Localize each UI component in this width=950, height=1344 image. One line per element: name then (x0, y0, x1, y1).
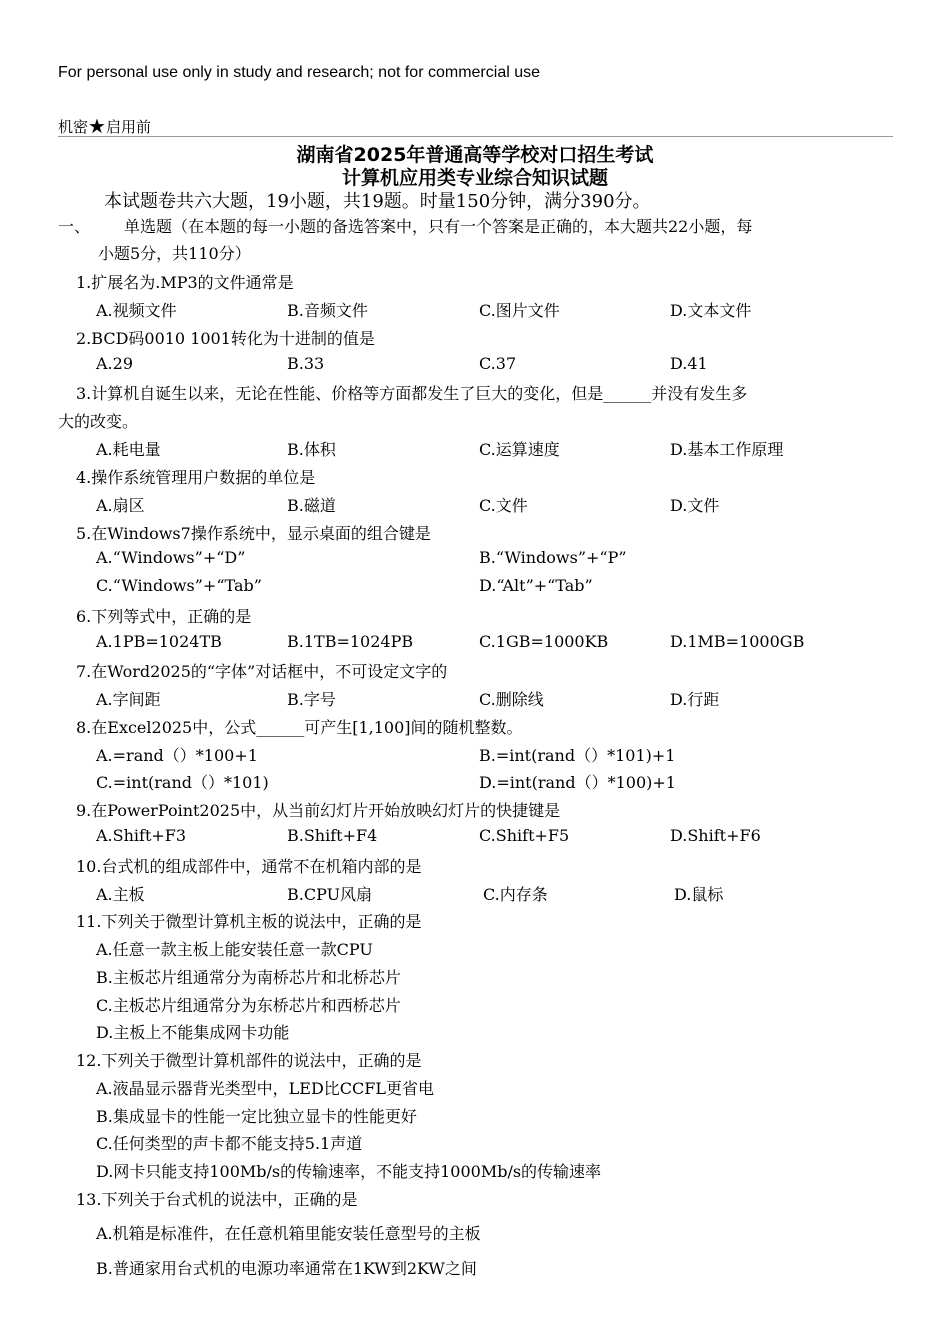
option-c: C.Shift+F5 (479, 826, 570, 845)
option-a: A.液晶显示器背光类型中，LED比CCFL更省电 (96, 1079, 434, 1098)
exam-intro: 本试题卷共六大题，19小题，共19题。时量150分钟，满分390分。 (104, 191, 651, 212)
section-heading-line1: 单选题（在本题的每一小题的备选答案中，只有一个答案是正确的，本大题共22小题，每 (124, 217, 753, 236)
option-b: B.“Windows”+“P” (479, 548, 627, 567)
option-b: B.CPU风扇 (287, 885, 373, 904)
question-stem: 11.下列关于微型计算机主板的说法中，正确的是 (76, 912, 422, 931)
question-stem: 1.扩展名为.MP3的文件通常是 (76, 273, 294, 292)
question-stem: 6.下列等式中，正确的是 (76, 607, 252, 626)
option-a: A.1PB=1024TB (96, 632, 222, 651)
option-b: B.主板芯片组通常分为南桥芯片和北桥芯片 (96, 968, 401, 987)
question-stem: 8.在Excel2025中，公式______可产生[1,100]间的随机整数。 (76, 718, 523, 737)
option-d: D.41 (670, 354, 708, 373)
question-stem: 4.操作系统管理用户数据的单位是 (76, 468, 316, 487)
option-b: B.字号 (287, 690, 336, 709)
question-stem-continued: 大的改变。 (58, 412, 139, 431)
usage-notice: For personal use only in study and research; not for commercial use (58, 64, 541, 81)
option-b: B.集成显卡的性能一定比独立显卡的性能更好 (96, 1107, 417, 1126)
option-c: C.主板芯片组通常分为东桥芯片和西桥芯片 (96, 996, 401, 1015)
option-d: D.网卡只能支持100Mb/s的传输速率，不能支持1000Mb/s的传输速率 (96, 1162, 602, 1181)
option-d: D.文本文件 (670, 301, 752, 320)
question-stem: 5.在Windows7操作系统中，显示桌面的组合键是 (76, 524, 431, 543)
option-d: D.行距 (670, 690, 720, 709)
option-d: D.=int(rand（）*100)+1 (479, 773, 676, 792)
option-a: A.机箱是标准件，在任意机箱里能安装任意型号的主板 (96, 1224, 481, 1243)
question-stem: 2.BCD码0010 1001转化为十进制的值是 (76, 329, 375, 348)
star-icon: ★ (88, 115, 106, 138)
option-d: D.鼠标 (674, 885, 724, 904)
option-b: B.体积 (287, 440, 336, 459)
option-b: B.=int(rand（）*101)+1 (479, 746, 676, 765)
option-b: B.音频文件 (287, 301, 368, 320)
option-a: A.扇区 (96, 496, 145, 515)
option-b: B.Shift+F4 (287, 826, 378, 845)
option-c: C.图片文件 (479, 301, 560, 320)
option-a: A.29 (96, 354, 133, 373)
option-c: C.=int(rand（）*101) (96, 773, 269, 792)
option-c: C.37 (479, 354, 517, 373)
question-stem: 3.计算机自诞生以来，无论在性能、价格等方面都发生了巨大的变化，但是______并没有发生多 (76, 384, 748, 403)
option-b: B.1TB=1024PB (287, 632, 414, 651)
section-heading (58, 213, 888, 267)
option-b: B.33 (287, 354, 325, 373)
header-divider (58, 136, 893, 137)
section-number: 一、 (58, 217, 91, 236)
option-c: C.内存条 (483, 885, 548, 904)
option-d: D.“Alt”+“Tab” (479, 576, 593, 595)
option-d: D.文件 (670, 496, 720, 515)
question-stem: 7.在Word2025的“字体”对话框中，不可设定文字的 (76, 662, 448, 681)
option-c: C.删除线 (479, 690, 544, 709)
before-use-label: 启用前 (105, 119, 151, 136)
confidential-label: 机密 (58, 119, 89, 136)
question-stem: 10.台式机的组成部件中，通常不在机箱内部的是 (76, 857, 422, 876)
question-stem: 12.下列关于微型计算机部件的说法中，正确的是 (76, 1051, 422, 1070)
option-d: D.基本工作原理 (670, 440, 784, 459)
option-d: D.主板上不能集成网卡功能 (96, 1023, 290, 1042)
option-c: C.文件 (479, 496, 528, 515)
option-c: C.任何类型的声卡都不能支持5.1声道 (96, 1134, 363, 1153)
section-heading-line2: 小题5分，共110分） (98, 244, 251, 263)
option-a: A.耗电量 (96, 440, 161, 459)
option-b: B.磁道 (287, 496, 336, 515)
option-c: C.运算速度 (479, 440, 560, 459)
exam-title: 湖南省2025年普通高等学校对口招生考试 (296, 144, 654, 166)
option-a: A.主板 (96, 885, 145, 904)
question-stem: 9.在PowerPoint2025中，从当前幻灯片开始放映幻灯片的快捷键是 (76, 801, 561, 820)
option-c: C.1GB=1000KB (479, 632, 609, 651)
option-d: D.Shift+F6 (670, 826, 761, 845)
question-stem: 13.下列关于台式机的说法中，正确的是 (76, 1190, 358, 1209)
option-a: A.字间距 (96, 690, 161, 709)
option-c: C.“Windows”+“Tab” (96, 576, 262, 595)
option-a: A.任意一款主板上能安装任意一款CPU (96, 940, 373, 959)
option-b: B.普通家用台式机的电源功率通常在1KW到2KW之间 (96, 1259, 477, 1278)
exam-subtitle: 计算机应用类专业综合知识试题 (341, 167, 608, 189)
option-d: D.1MB=1000GB (670, 632, 805, 651)
option-a: A.=rand（）*100+1 (96, 746, 258, 765)
option-a: A.Shift+F3 (96, 826, 187, 845)
confidential-mark (58, 116, 151, 137)
option-a: A.视频文件 (96, 301, 177, 320)
option-a: A.“Windows”+“D” (96, 548, 246, 567)
